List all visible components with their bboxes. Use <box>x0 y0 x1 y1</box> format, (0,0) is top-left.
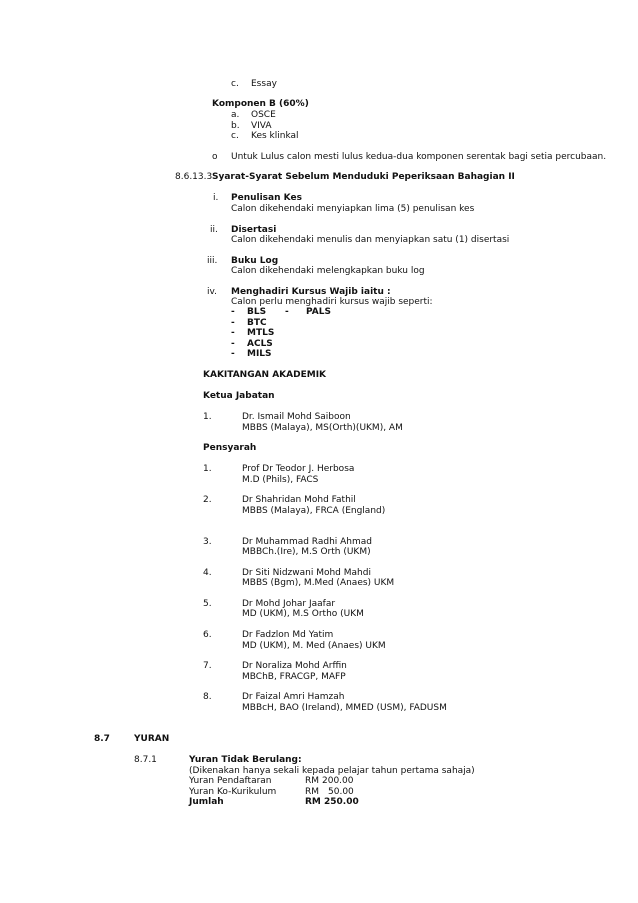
lecturer-name: Dr Faizal Amri Hamzah <box>242 692 345 702</box>
course-dash: - <box>285 307 289 317</box>
syarat-item-marker: i. <box>213 193 219 203</box>
lecturer-name: Dr Fadzlon Md Yatim <box>242 630 334 640</box>
course-dash: - <box>231 328 235 338</box>
lecturer-num: 6. <box>203 630 212 640</box>
lecturer-name: Prof Dr Teodor J. Herbosa <box>242 464 355 474</box>
course-dash: - <box>231 307 235 317</box>
lecturer-name: Dr Muhammad Radhi Ahmad <box>242 537 373 547</box>
comp-a-item-c-text: Essay <box>251 79 277 89</box>
comp-b-item-text: OSCE <box>251 110 276 120</box>
lecturer-qual: MBChB, FRACGP, MAFP <box>242 672 346 682</box>
yuran-note: (Dikenakan hanya sekali kepada pelajar tahun pertama sahaja) <box>189 766 475 776</box>
lecturer-qual: MBBcH, BAO (Ireland), MMED (USM), FADUSM <box>242 703 447 713</box>
course-name: ACLS <box>247 339 273 349</box>
fee-amount: 200.00 <box>322 776 354 786</box>
comp-b-title: Komponen B (60%) <box>212 99 309 109</box>
lecturer-num: 8. <box>203 692 212 702</box>
course-name: PALS <box>306 307 331 317</box>
head-title: Ketua Jabatan <box>203 391 275 401</box>
lecturer-num: 4. <box>203 568 212 578</box>
lecturer-name: Dr Mohd Johar Jaafar <box>242 599 336 609</box>
yuran-sub-title: Yuran Tidak Berulang: <box>189 755 302 765</box>
syarat-item-desc: Calon dikehendaki menulis dan menyiapkan satu (1) disertasi <box>231 235 510 245</box>
total-currency: RM <box>305 797 321 807</box>
head-name: Dr. Ismail Mohd Saiboon <box>242 412 351 422</box>
fee-amount: 50.00 <box>328 787 354 797</box>
head-qual: MBBS (Malaya), MS(Orth)(UKM), AM <box>242 423 403 433</box>
syarat-item-desc: Calon dikehendaki melengkapkan buku log <box>231 266 425 276</box>
lecturer-qual: M.D (Phils), FACS <box>242 475 319 485</box>
syarat-item-title: Menghadiri Kursus Wajib iaitu : <box>231 287 391 297</box>
syarat-item-marker: iii. <box>207 256 218 266</box>
comp-b-item-marker: c. <box>231 131 239 141</box>
comp-b-item-marker: b. <box>231 121 240 131</box>
course-dash: - <box>231 339 235 349</box>
course-name: BLS <box>247 307 267 317</box>
fee-currency: RM <box>305 787 320 797</box>
lecturer-qual: MBBS (Malaya), FRCA (England) <box>242 506 386 516</box>
fee-label: Yuran Ko-Kurikulum <box>189 787 277 797</box>
total-amount: 250.00 <box>324 797 359 807</box>
pass-note-bullet: o <box>212 152 218 162</box>
head-num: 1. <box>203 412 212 422</box>
comp-b-item-text: VIVA <box>251 121 272 131</box>
lecturers-title: Pensyarah <box>203 443 257 453</box>
course-name: MILS <box>247 349 272 359</box>
lecturer-qual: MBBS (Bgm), M.Med (Anaes) UKM <box>242 578 395 588</box>
syarat-item-title: Disertasi <box>231 225 277 235</box>
lecturer-num: 5. <box>203 599 212 609</box>
fee-label: Yuran Pendaftaran <box>189 776 272 786</box>
yuran-number: 8.7 <box>94 734 110 744</box>
syarat-item-marker: ii. <box>210 225 218 235</box>
pass-note-text: Untuk Lulus calon mesti lulus kedua-dua komponen serentak bagi setia percubaan. <box>231 152 607 162</box>
lecturer-num: 1. <box>203 464 212 474</box>
lecturer-qual: MBBCh.(Ire), M.S Orth (UKM) <box>242 547 371 557</box>
syarat-item-title: Buku Log <box>231 256 279 266</box>
course-dash: - <box>231 318 235 328</box>
lecturer-num: 3. <box>203 537 212 547</box>
comp-b-item-text: Kes klinkal <box>251 131 299 141</box>
syarat-number: 8.6.13.3 <box>175 172 213 182</box>
syarat-title: Syarat-Syarat Sebelum Menduduki Peperiksaan Bahagian II <box>212 172 515 182</box>
lecturer-qual: MD (UKM), M.S Ortho (UKM <box>242 609 364 619</box>
syarat-item-title: Penulisan Kes <box>231 193 302 203</box>
syarat-item-marker: iv. <box>207 287 217 297</box>
comp-b-item-marker: a. <box>231 110 240 120</box>
lecturer-name: Dr Siti Nidzwani Mohd Mahdi <box>242 568 371 578</box>
lecturer-name: Dr Noraliza Mohd Arffin <box>242 661 347 671</box>
lecturer-qual: MD (UKM), M. Med (Anaes) UKM <box>242 641 386 651</box>
comp-a-item-c-marker: c. <box>231 79 239 89</box>
syarat-item-desc: Calon perlu menghadiri kursus wajib seperti: <box>231 297 433 307</box>
course-name: MTLS <box>247 328 275 338</box>
total-label: Jumlah <box>189 797 224 807</box>
lecturer-num: 7. <box>203 661 212 671</box>
syarat-item-desc: Calon dikehendaki menyiapkan lima (5) penulisan kes <box>231 204 475 214</box>
lecturer-name: Dr Shahridan Mohd Fathil <box>242 495 356 505</box>
lecturer-num: 2. <box>203 495 212 505</box>
course-dash: - <box>231 349 235 359</box>
staff-heading: KAKITANGAN AKADEMIK <box>203 370 327 380</box>
course-name: BTC <box>247 318 267 328</box>
fee-currency: RM <box>305 776 320 786</box>
yuran-title: YURAN <box>134 734 170 744</box>
yuran-sub-number: 8.7.1 <box>134 755 157 765</box>
